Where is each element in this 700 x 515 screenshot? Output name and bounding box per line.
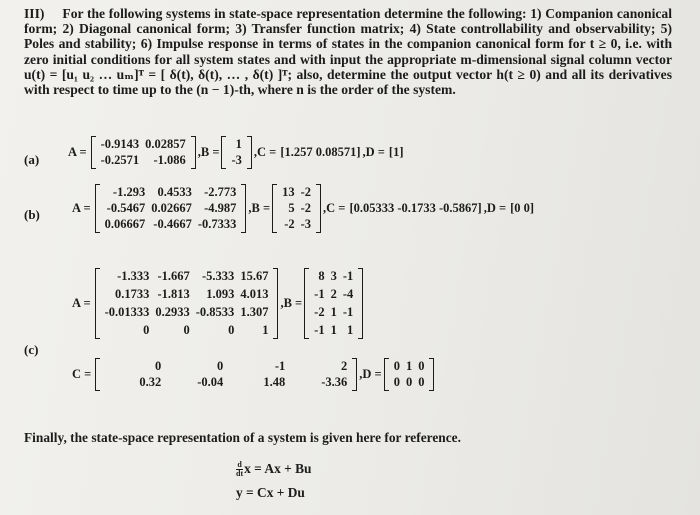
matrix-entry: 0.2933 <box>155 305 190 319</box>
part-b-matrix-b <box>272 184 321 233</box>
matrix-entry: -0.9143 <box>100 137 140 151</box>
part-b-c-name: ,C = <box>323 201 346 215</box>
matrix-entry: 13 <box>282 185 295 199</box>
matrix-entry: -0.5467 <box>106 201 146 215</box>
part-a-label: (a) <box>24 152 40 167</box>
matrix-entry: -2 <box>300 185 312 199</box>
matrix-entry: -1.086 <box>153 153 186 167</box>
matrix-entry: -3 <box>231 153 242 167</box>
part-b-a-name: A = <box>72 201 91 215</box>
finally-text: Finally, the state-space representation of a system is given here for reference. <box>24 430 461 445</box>
part-b-label: (b) <box>24 207 40 222</box>
matrix-entry: -2 <box>284 217 295 231</box>
matrix-entry: 1 <box>330 323 337 337</box>
matrix-entry: 15.67 <box>240 269 269 283</box>
matrix-entry: -3.36 <box>321 375 348 389</box>
state-equation: $\frac{d}{dt}$ x = Ax + Bu <box>236 460 312 479</box>
matrix-entry: 8 <box>318 269 325 283</box>
part-b-matrix-a <box>95 184 247 233</box>
part-a-matrix-b <box>221 136 251 169</box>
matrix-entry: -3 <box>300 217 312 231</box>
matrix-entry: 0 <box>405 375 413 389</box>
matrix-entry: -0.2571 <box>100 153 140 167</box>
part-a-matrix-a <box>91 136 196 169</box>
part-c-c-name: C = <box>72 367 92 381</box>
problem-label: III) <box>24 6 45 21</box>
matrix-entry: -0.7333 <box>197 217 237 231</box>
part-a-system <box>68 136 404 169</box>
matrix-entry: -2.773 <box>204 185 237 199</box>
matrix-entry: -0.01333 <box>104 305 150 319</box>
part-c-matrix-a <box>95 268 279 339</box>
matrix-entry: -1 <box>342 305 354 319</box>
part-b-matrix-c: [0.05333 -0.1733 -0.5867] <box>349 201 482 215</box>
matrix-entry: -4 <box>342 287 354 301</box>
matrix-entry: -1 <box>314 323 325 337</box>
matrix-entry: 0 <box>155 359 162 373</box>
matrix-entry: -2 <box>314 305 325 319</box>
part-c-matrix-b <box>304 268 363 339</box>
part-a-matrix-c: [1.257 0.08571] <box>280 145 361 159</box>
part-c-b-name: ,B = <box>280 296 303 310</box>
output-equation: y = Cx + Du <box>236 485 305 500</box>
part-c-d-name: ,D = <box>359 367 382 381</box>
derivative-fraction: $\frac{d}{dt}$ <box>236 460 244 479</box>
matrix-entry: 1 <box>330 305 337 319</box>
matrix-entry: 0 <box>393 375 400 389</box>
part-a-c-name: ,C = <box>253 145 277 159</box>
matrix-entry: 0 <box>143 323 150 337</box>
matrix-entry: 3 <box>330 269 337 283</box>
matrix-entry: 0 <box>217 359 224 373</box>
matrix-entry: 0.06667 <box>104 217 146 231</box>
matrix-entry: 0 <box>183 323 190 337</box>
part-a-b-name: ,B = <box>197 145 220 159</box>
part-a-d-name: ,D = <box>362 145 385 159</box>
matrix-entry: 1.093 <box>206 287 235 301</box>
part-c-label: (c) <box>24 342 39 357</box>
part-a-matrix-d: [1] <box>388 145 404 159</box>
matrix-entry: -4.987 <box>204 201 237 215</box>
matrix-entry: -1 <box>342 269 354 283</box>
matrix-entry: -1 <box>314 287 325 301</box>
matrix-entry: -2 <box>300 201 312 215</box>
part-c-ab <box>72 268 363 339</box>
matrix-entry: 1 <box>347 323 354 337</box>
matrix-entry: -0.4667 <box>153 217 192 231</box>
matrix-entry: 0.02857 <box>145 137 186 151</box>
matrix-entry: 0.4533 <box>157 185 192 199</box>
matrix-entry: 0 <box>418 375 425 389</box>
problem-text: For the following systems in state-space representation determine the following: 1) Companion canonical form; 2) Diagonal canonical form; 3) Transfer function matrix; 4) State controllability and observability; 5) Poles and stability; 6) Impulse response in terms of states in the companion canonical form for t ≥ 0, i.e. with zero initial conditions for all system states and with input the appropriate m-dimensional signal column vector u(t) = [u₁ u₂ … uₘ]ᵀ = [ δ(t), δ(t), … , δ(t) ]ᵀ; also, determine the output vector h(t ≥ 0) and all its derivatives with respect to time up to the (n − 1)-th, where n is the order of the system. <box>24 6 672 98</box>
matrix-entry: -0.04 <box>197 375 224 389</box>
matrix-entry: 1 <box>235 137 242 151</box>
part-c-cd <box>72 358 434 391</box>
matrix-entry: 0.1733 <box>115 287 150 301</box>
matrix-entry: 4.013 <box>240 287 269 301</box>
matrix-entry: 5 <box>288 201 295 215</box>
part-c-matrix-c <box>95 358 357 391</box>
matrix-entry: -1.667 <box>157 269 190 283</box>
matrix-entry: -1 <box>274 359 286 373</box>
matrix-entry: 0.02667 <box>151 201 192 215</box>
matrix-entry: -0.8533 <box>195 305 235 319</box>
matrix-entry: 0.32 <box>139 375 162 389</box>
matrix-entry: -1.813 <box>157 287 190 301</box>
matrix-entry: -5.333 <box>202 269 235 283</box>
part-b-matrix-d: [0 0] <box>510 201 535 215</box>
part-b-d-name: ,D = <box>483 201 507 215</box>
matrix-entry: -1.293 <box>112 185 146 199</box>
matrix-entry: 0 <box>393 359 400 373</box>
part-b-b-name: ,B = <box>248 201 271 215</box>
problem-intro <box>24 6 672 97</box>
matrix-entry: 2 <box>330 287 337 301</box>
part-c-a-name: A = <box>72 296 91 310</box>
matrix-entry: 1.307 <box>240 305 269 319</box>
part-b-system <box>72 184 534 233</box>
matrix-entry: 2 <box>341 359 348 373</box>
matrix-entry: 1.48 <box>263 375 286 389</box>
matrix-entry: 0 <box>418 359 425 373</box>
part-a-a-name: A = <box>68 145 87 159</box>
matrix-entry: -1.333 <box>117 269 150 283</box>
matrix-entry: 1 <box>405 359 413 373</box>
matrix-entry: 0 <box>228 323 235 337</box>
matrix-entry: 1 <box>262 323 269 337</box>
part-c-matrix-d <box>384 358 435 391</box>
